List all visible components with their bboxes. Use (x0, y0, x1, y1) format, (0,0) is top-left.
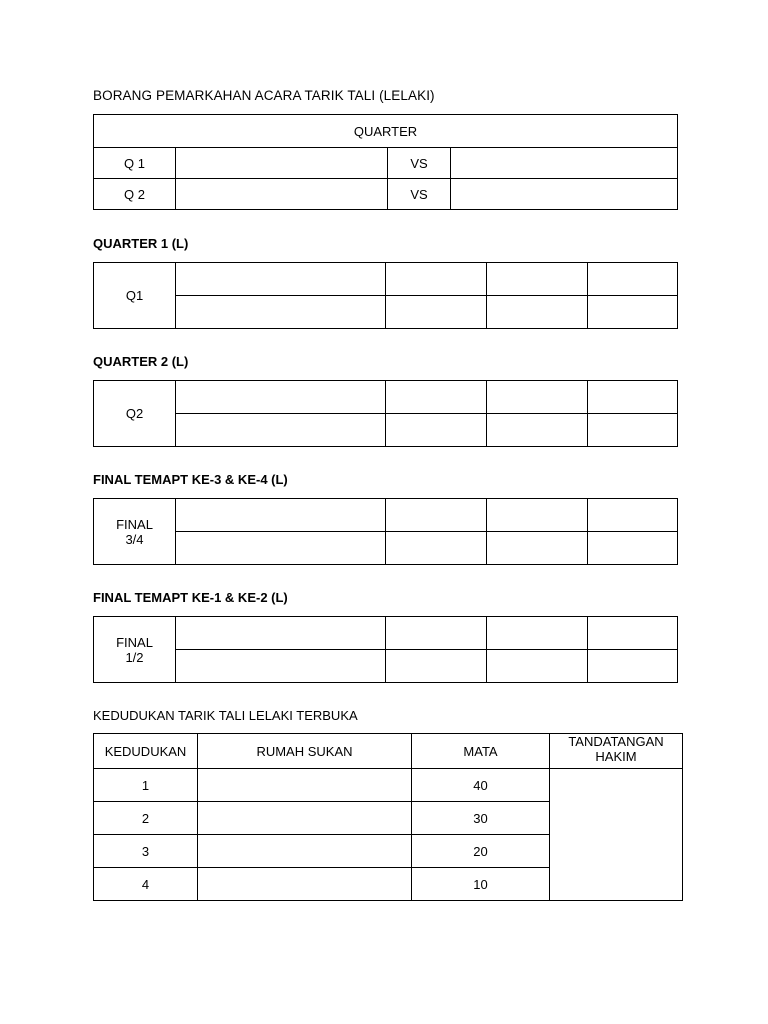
section-heading: QUARTER 1 (L) (93, 236, 189, 251)
score-cell[interactable] (588, 381, 678, 414)
score-cell[interactable] (588, 650, 678, 683)
match-label (94, 263, 176, 329)
score-cell[interactable] (386, 650, 487, 683)
house-cell[interactable] (198, 868, 412, 901)
score-cell[interactable] (487, 414, 588, 447)
score-cell[interactable] (588, 532, 678, 565)
score-cell[interactable] (588, 414, 678, 447)
col-header-position: KEDUDUKAN (94, 734, 198, 769)
team-a-cell[interactable] (176, 148, 388, 179)
quarter-row-label: Q 1 (94, 148, 176, 179)
team-cell[interactable] (176, 381, 386, 414)
position-cell: 4 (94, 868, 198, 901)
score-cell[interactable] (386, 532, 487, 565)
score-cell[interactable] (487, 263, 588, 296)
team-cell[interactable] (176, 650, 386, 683)
score-cell[interactable] (487, 532, 588, 565)
section-heading: QUARTER 2 (L) (93, 354, 189, 369)
score-cell[interactable] (588, 499, 678, 532)
team-cell[interactable] (176, 263, 386, 296)
match-label (94, 499, 176, 565)
signature-cell[interactable] (550, 769, 683, 901)
team-cell[interactable] (176, 414, 386, 447)
points-cell: 30 (412, 802, 550, 835)
quarter-row-label: Q 2 (94, 179, 176, 210)
house-cell[interactable] (198, 769, 412, 802)
team-b-cell[interactable] (451, 179, 678, 210)
position-cell: 3 (94, 835, 198, 868)
score-cell[interactable] (588, 263, 678, 296)
score-cell[interactable] (487, 381, 588, 414)
points-cell: 40 (412, 769, 550, 802)
form-title: BORANG PEMARKAHAN ACARA TARIK TALI (LELAKI) (93, 88, 435, 103)
match-label-line: FINAL (116, 516, 153, 532)
team-cell[interactable] (176, 532, 386, 565)
col-header-house: RUMAH SUKAN (198, 734, 412, 769)
match-label-line: FINAL (116, 634, 153, 650)
score-cell[interactable] (386, 414, 487, 447)
team-a-cell[interactable] (176, 179, 388, 210)
quarter-table (93, 114, 678, 210)
score-cell[interactable] (588, 296, 678, 329)
team-b-cell[interactable] (451, 148, 678, 179)
match-label-line: Q1 (125, 288, 144, 303)
score-cell[interactable] (487, 499, 588, 532)
score-cell[interactable] (386, 617, 487, 650)
house-cell[interactable] (198, 835, 412, 868)
match-label-line: 1/2 (125, 649, 144, 665)
score-cell[interactable] (487, 617, 588, 650)
col-header-points: MATA (412, 734, 550, 769)
position-cell: 1 (94, 769, 198, 802)
vs-label: VS (388, 148, 451, 179)
score-cell[interactable] (487, 650, 588, 683)
match-table (93, 380, 678, 447)
section-heading: FINAL TEMAPT KE-3 & KE-4 (L) (93, 472, 288, 487)
match-table (93, 616, 678, 683)
points-cell: 10 (412, 868, 550, 901)
section-heading: FINAL TEMAPT KE-1 & KE-2 (L) (93, 590, 288, 605)
vs-label: VS (388, 179, 451, 210)
score-cell[interactable] (487, 296, 588, 329)
team-cell[interactable] (176, 499, 386, 532)
standings-table (93, 733, 683, 901)
match-label-line: 3/4 (125, 531, 144, 547)
score-cell[interactable] (386, 381, 487, 414)
score-cell[interactable] (386, 499, 487, 532)
points-cell: 20 (412, 835, 550, 868)
team-cell[interactable] (176, 617, 386, 650)
match-label (94, 381, 176, 447)
col-header-signature: TANDATANGAN HAKIM (550, 734, 683, 769)
match-table (93, 498, 678, 565)
position-cell: 2 (94, 802, 198, 835)
quarter-header: QUARTER (94, 115, 678, 148)
standings-heading: KEDUDUKAN TARIK TALI LELAKI TERBUKA (93, 708, 358, 723)
match-table (93, 262, 678, 329)
house-cell[interactable] (198, 802, 412, 835)
score-cell[interactable] (588, 617, 678, 650)
score-cell[interactable] (386, 263, 487, 296)
score-cell[interactable] (386, 296, 487, 329)
match-label (94, 617, 176, 683)
team-cell[interactable] (176, 296, 386, 329)
match-label-line: Q2 (125, 406, 144, 421)
